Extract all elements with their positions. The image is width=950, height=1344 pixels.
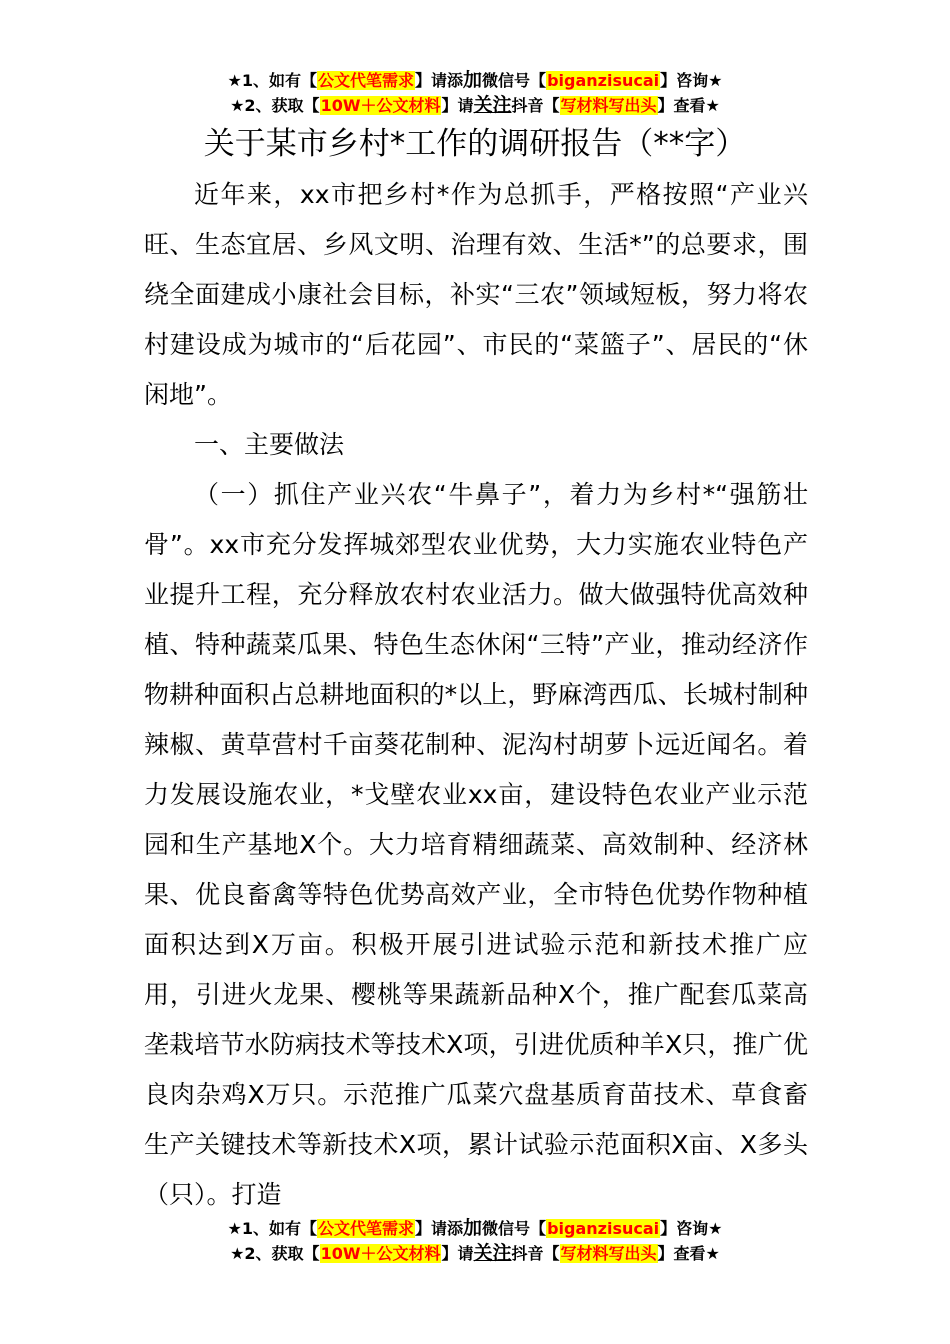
document-title: 关于某市乡村*工作的调研报告（**字）: [203, 126, 747, 162]
document-body: [144, 170, 808, 1220]
highlight-wechat-id: biganzisucai: [547, 1219, 660, 1238]
highlight-materials: 10W＋公文材料: [320, 96, 441, 115]
promo-notice-top: [0, 68, 950, 118]
intro-paragraph: 近年来，xx市把乡村*作为总抓手，严格按照“产业兴旺、生态宜居、乡风文明、治理有效、生活*”的总要求，围绕全面建成小康社会目标，补实“三农”领域短板，努力将农村建设成为城市的“后花园”、市民的“菜篮子”、居民的“休闲地”。: [144, 180, 808, 409]
highlight-wechat-id: biganzisucai: [547, 71, 660, 90]
highlight-materials: 10W＋公文材料: [320, 1244, 441, 1263]
promo-line-2: ★2、获取【10W＋公文材料】请关注抖音【写材料写出头】查看★: [230, 1242, 720, 1264]
highlight-douyin: 写材料写出头: [560, 96, 657, 115]
body-paragraph: （一）抓住产业兴农“牛鼻子”，着力为乡村*“强筋壮骨”。xx市充分发挥城郊型农业优势，大力实施农业特色产业提升工程，充分释放农村农业活力。做大做强特优高效种植、特种蔬菜瓜果、特色生态休闲“三特”产业，推动经济作物耕种面积占总耕地面积的*以上，野麻湾西瓜、长城村制种辣椒、黄草营村千亩葵花制种、泥沟村胡萝卜远近闻名。着力发展设施农业，*戈壁农业xx亩，建设特色农业产业示范园和生产基地X个。大力培育精细蔬菜、高效制种、经济林果、优良畜禽等特色优势高效产业，全市特色优势作物种植面积达到X万亩。积极开展引进试验示范和新技术推广应用，引进火龙果、樱桃等果蔬新品种X个，推广配套瓜菜高垄栽培节水防病技术等技术X项，引进优质种羊X只，推广优良肉杂鸡X万只。示范推广瓜菜穴盘基质育苗技术、草食畜生产关键技术等新技术X项，累计试验示范面积X亩、X多头（只）。打造: [144, 480, 808, 1209]
promo-notice-bottom: [0, 1216, 950, 1266]
highlight-douyin: 写材料写出头: [560, 1244, 657, 1263]
section-heading: 一、主要做法: [194, 430, 345, 459]
promo-line-1: ★1、如有【公文代笔需求】请添加微信号【biganzisucai】咨询★: [227, 1217, 723, 1239]
highlight-service: 公文代笔需求: [318, 1219, 415, 1238]
promo-line-1: ★1、如有【公文代笔需求】请添加微信号【biganzisucai】咨询★: [227, 69, 723, 91]
promo-line-2: ★2、获取【10W＋公文材料】请关注抖音【写材料写出头】查看★: [230, 94, 720, 116]
highlight-service: 公文代笔需求: [318, 71, 415, 90]
